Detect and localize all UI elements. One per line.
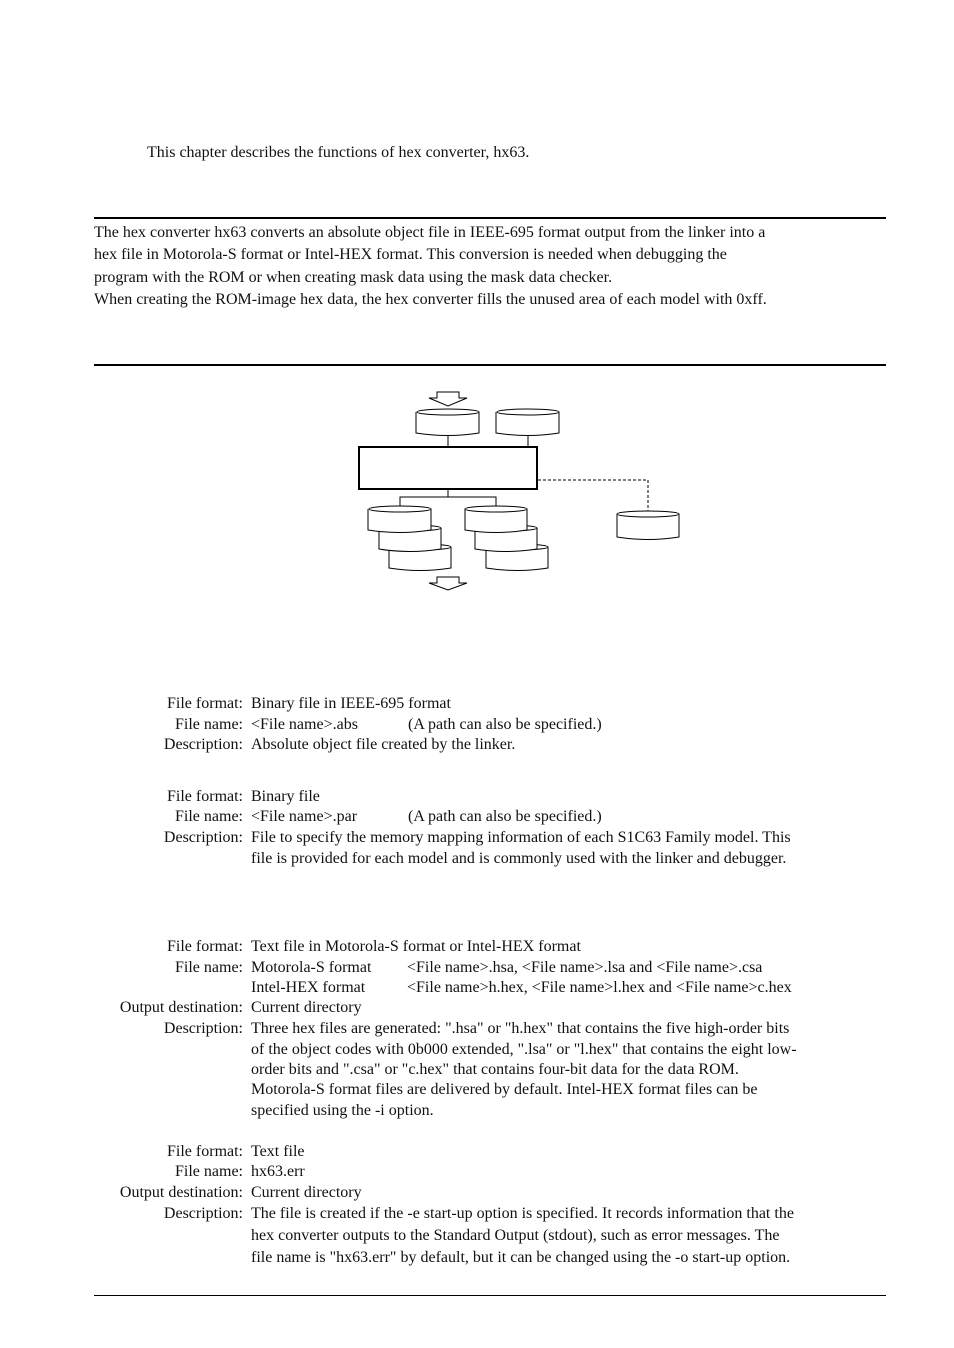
destination-value: Current directory	[251, 1184, 362, 1201]
description-line: file name is "hx63.err" by default, but it can be changed using the -o start-up option.	[251, 1249, 791, 1266]
par-file-cylinder	[496, 409, 559, 436]
name-note: (A path can also be specified.)	[408, 716, 602, 733]
hx63-box	[359, 447, 537, 489]
description-line: order bits and ".csa" or "c.hex" that contains four-bit data for the data ROM.	[251, 1061, 739, 1078]
intel-label: Intel-HEX format	[251, 979, 366, 996]
overview-line: program with the ROM or when creating mask data using the mask data checker.	[94, 269, 613, 286]
description-line: of the object codes with 0b000 extended, ".lsa" or "l.hex" that contains the eight low-	[251, 1041, 797, 1058]
description-line: Three hex files are generated: ".hsa" or "h.hex" that contains the five high-order bits	[251, 1020, 790, 1037]
description-line: file is provided for each model and is commonly used with the linker and debugger.	[251, 850, 787, 867]
motorola-names: <File name>.hsa, <File name>.lsa and <File name>.csa	[407, 959, 763, 976]
name-note: (A path can also be specified.)	[408, 808, 602, 825]
description-value: Absolute object file created by the linker.	[251, 736, 516, 753]
intel-names: <File name>h.hex, <File name>l.hex and <File name>c.hex	[407, 979, 792, 996]
description-label: Description:	[163, 1020, 243, 1037]
motorola-label: Motorola-S format	[251, 959, 372, 976]
abs-file-cylinder	[416, 409, 479, 436]
description-line: The file is created if the -e start-up option is specified. It records information that the	[251, 1205, 794, 1222]
format-label: File format:	[167, 938, 243, 955]
format-value: Text file in Motorola-S format or Intel-HEX format	[251, 938, 581, 955]
input-arrow-icon	[429, 392, 467, 406]
description-line: specified using the -i option.	[251, 1102, 434, 1119]
description-line: File to specify the memory mapping information of each S1C63 Family model. This	[251, 829, 791, 846]
format-value: Binary file	[251, 788, 320, 805]
destination-value: Current directory	[251, 999, 362, 1016]
description-label: Description:	[163, 736, 243, 753]
destination-label: Output destination:	[119, 999, 243, 1016]
destination-label: Output destination:	[119, 1184, 243, 1201]
format-value: Binary file in IEEE-695 format	[251, 695, 451, 712]
name-value: hx63.err	[251, 1163, 305, 1180]
overview-line: When creating the ROM-image hex data, the hex converter fills the unused area of each model with 0xff.	[94, 291, 767, 308]
overview-line: The hex converter hx63 converts an absolute object file in IEEE-695 format output from the linker into a	[94, 224, 766, 241]
description-line: Motorola-S format files are delivered by default. Intel-HEX format files can be	[251, 1081, 758, 1098]
intro-text: This chapter describes the functions of hex converter, hx63.	[147, 144, 530, 161]
err-file-cylinder	[617, 511, 679, 540]
name-value: <File name>.abs	[251, 716, 358, 733]
name-label: File name:	[175, 808, 243, 825]
format-value: Text file	[251, 1143, 305, 1160]
hex-file-stack-right	[465, 506, 548, 571]
description-line: hex converter outputs to the Standard Output (stdout), such as error messages. The	[251, 1227, 780, 1244]
name-label: File name:	[175, 1163, 243, 1180]
format-label: File format:	[167, 788, 243, 805]
description-label: Description:	[163, 1205, 243, 1222]
format-label: File format:	[167, 1143, 243, 1160]
output-arrow-icon	[429, 577, 467, 590]
name-value: <File name>.par	[251, 808, 358, 825]
flow-diagram	[0, 0, 954, 620]
name-label: File name:	[175, 959, 243, 976]
hex-file-stack-left	[368, 506, 451, 571]
name-label: File name:	[175, 716, 243, 733]
overview-line: hex file in Motorola-S format or Intel-HEX format. This conversion is needed when debugging the	[94, 246, 727, 263]
footer-rule	[94, 1295, 886, 1296]
format-label: File format:	[167, 695, 243, 712]
description-label: Description:	[163, 829, 243, 846]
